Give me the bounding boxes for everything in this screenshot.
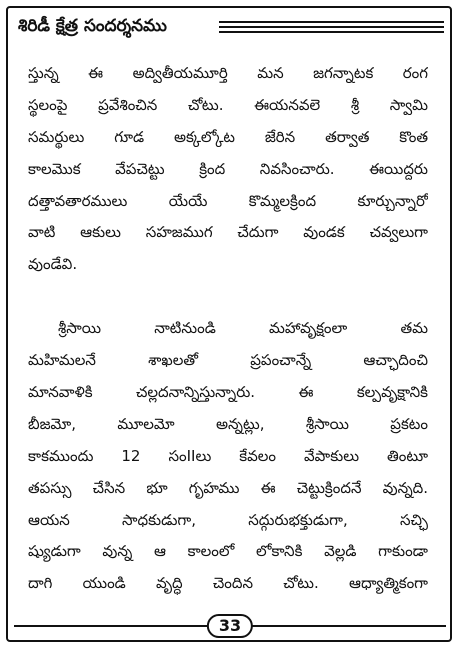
text-line: మానవాళికి చల్లదనాన్నిస్తున్నారు. ఈ కల్పవృక్షానికి — [28, 383, 428, 402]
text-line: ఆయన సాధకుడుగా, సద్గురుభక్తుడుగా, సచ్ఛి — [28, 510, 428, 529]
body-text — [28, 58, 428, 600]
text-line: స్థలంపై ప్రవేశించిన చోటు. ఈయనవలె శ్రీ స్వామి — [28, 95, 428, 114]
text-line: దాగి యుండి వృద్ధి చెందిన చోటు. ఆధ్యాత్మికంగా — [28, 574, 428, 593]
header-rule — [219, 21, 444, 23]
text-line: వాటి ఆకులు సహజముగ చేదుగా వుండక చవ్వలుగా — [28, 223, 428, 242]
text-line: శ్రీసాయి నాటినుండి మహావృక్షంలా తమ — [58, 319, 428, 338]
book-title: శిరిడీ క్షేత్ర సందర్శనము — [18, 16, 167, 36]
text-line: బీజమో, మూలమో అన్నట్లు, శ్రీసాయి ప్రకటం — [28, 414, 428, 433]
page-footer — [14, 616, 446, 636]
text-line: కాకముందు 12 సంIIలు కేవలం వేపాకులు తింటూ — [28, 446, 428, 465]
header-rule — [219, 26, 444, 28]
text-line: దత్తావతారములు యేయే కొమ్మలక్రింద కూర్చున్నారో — [28, 191, 428, 210]
header-rule — [219, 31, 444, 33]
text-line: వుండేవి. — [28, 255, 78, 274]
text-line: సమర్థులు గూడ అక్కల్కోట జేరిన తర్వాత కొంత — [28, 127, 428, 146]
text-line: స్తున్న ఈ అద్వితీయమూర్తి మన జగన్నాటక రంగ — [28, 64, 428, 82]
page-number: 33 — [207, 614, 253, 638]
text-line: మహిమలనే శాఖలతో ప్రపంచాన్నే ఆచ్ఛాదించి — [28, 351, 428, 370]
text-line: ష్యుడుగా వున్న ఆ కాలంలో లోకానికి వెల్లడి గాకుండా — [28, 542, 428, 561]
page-header — [14, 12, 446, 42]
text-line: తపస్సు చేసిన భూ గృహము ఈ చెట్టుక్రిందనే వున్నది. — [28, 478, 428, 497]
text-line: కాలమొక వేపచెట్టు క్రింద నివసించారు. ఈయిద్దరు — [28, 159, 428, 178]
